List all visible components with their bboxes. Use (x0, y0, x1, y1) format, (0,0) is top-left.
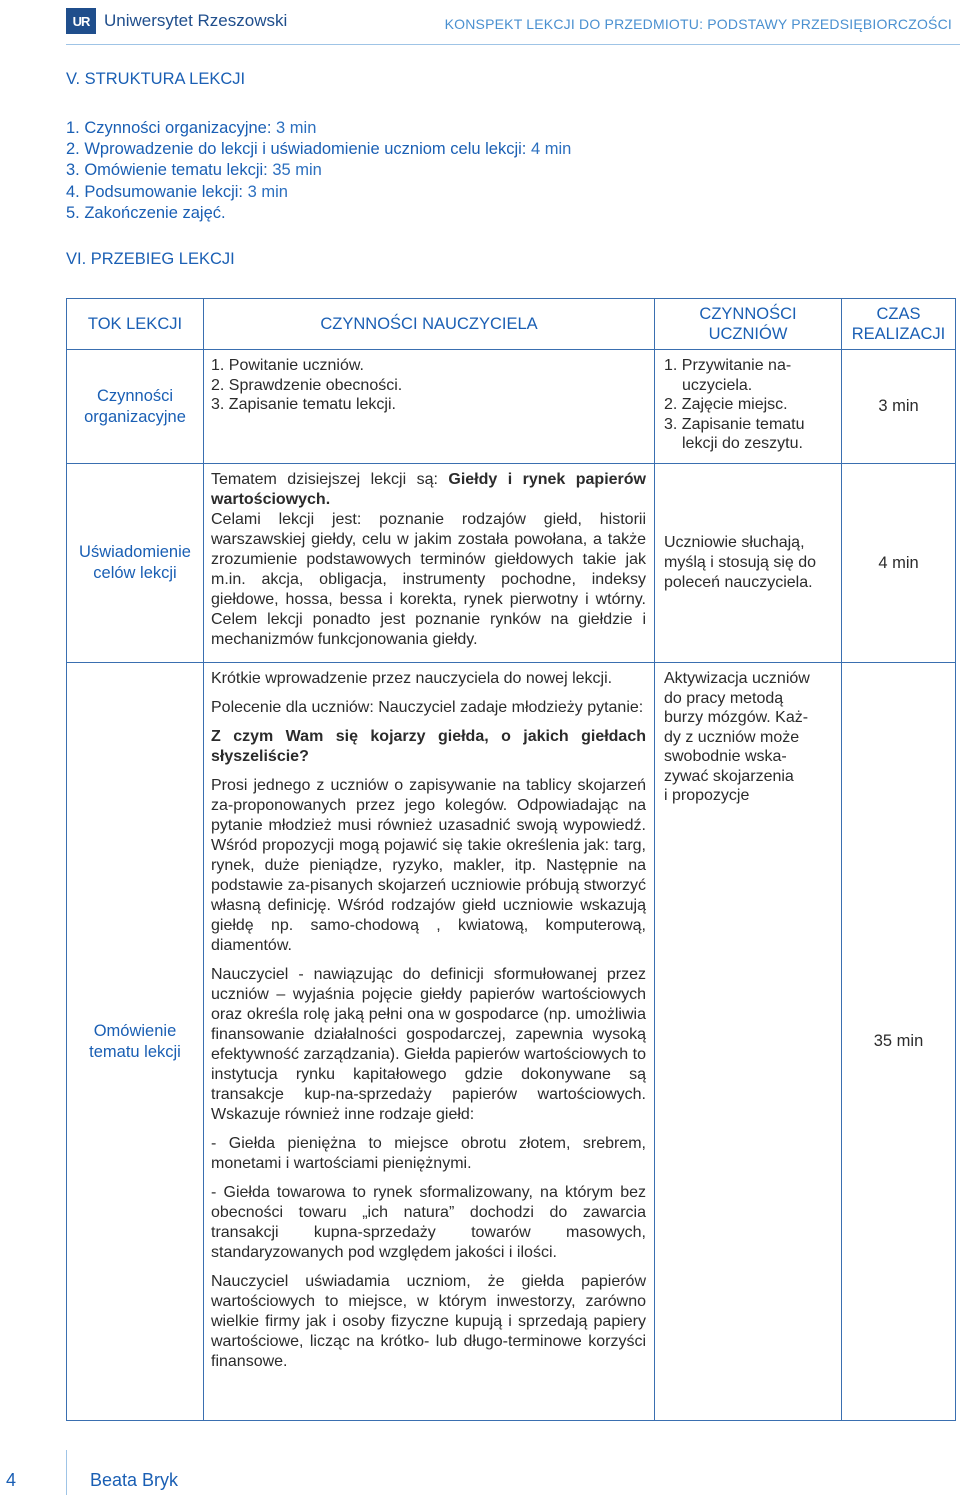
lesson-topic: Giełdy i rynek papierów wartościowych. (211, 471, 646, 508)
teacher-cell: Tematem dzisiejszej lekcji są: Giełdy i rynek papierów wartościowych. Celami lekcji jest: poznanie rodzajów giełd, historii warszawskiej giełdy, celu w jakim została powołana, a także zrozumienie podstawowych terminów giełdowych takie jak m.in. akcja, obligacja, instrumenty pochodne, indeksy giełdowe, hossa, bessa i korekta, rynek pierwotny i wtórny. Celem lekcji ponadto jest poznanie rynków na giełdzie i mechanizmów funkcjonowania giełdy. (204, 464, 655, 663)
time-cell: 4 min (842, 464, 956, 663)
table-row (67, 464, 956, 663)
structure-heading: V. STRUKTURA LEKCJI (66, 70, 246, 88)
page-number: 4 (6, 1470, 17, 1490)
structure-item: 2. Wprowadzenie do lekcji i uświadomienie uczniom celu lekcji: 4 min (66, 140, 572, 159)
structure-list (66, 118, 571, 224)
structure-item: 5. Zakończenie zajęć. (66, 203, 226, 222)
header-student-activities: CZYNNOŚCI UCZNIÓW (655, 299, 842, 350)
university-logo (66, 8, 287, 34)
phase-cell: Uświadomienie celów lekcji (67, 464, 204, 663)
student-cell: Aktywizacja uczniów do pracy metodą burzy mózgów. Każ- dy z uczniów może swobodnie wska- zywać skojarzenia i propozycje (655, 663, 842, 1421)
phase-cell: Czynności organizacyjne (67, 350, 204, 464)
page-header (0, 0, 960, 46)
header-teacher-activities: CZYNNOŚCI NAUCZYCIELA (204, 299, 655, 350)
logo-mark: UR (66, 8, 96, 34)
question-text: Z czym Wam się kojarzy giełda, o jakich giełdach słyszeliście? (211, 728, 646, 765)
student-cell: Uczniowie słuchają, myślą i stosują się do poleceń nauczyciela. (655, 464, 842, 663)
header-lesson-flow: TOK LEKCJI (67, 299, 204, 350)
teacher-cell: Krótkie wprowadzenie przez nauczyciela do nowej lekcji. Polecenie dla uczniów: Nauczyciel zadaje młodzieży pytanie: Z czym Wam się kojarzy giełda, o jakich giełdach słyszeliście? Prosi jednego z uczniów o zapisywanie na tablicy skojarzeń za-proponowanych przez jego kolegów. Odpowiadając na pytanie młodzież musi również uzasadnić swoją wypowiedź. Wśród propozycji mogą pojawić się takie określenia jak: targ, rynek, duże pieniądze, ryzyko, makler, itp. Następnie na podstawie za-pisanych skojarzeń uczniowie próbują stworzyć własną definicję. Wśród rodzajów giełd uczniowie wskazują giełdę np. samo-chodową , kwiatową, komputerową, diamentów. Nauczyciel - nawiązując do definicji sformułowanej przez uczniów – wyjaśnia pojęcie giełdy papierów wartościowych oraz określa rolę jaką pełni ona w gospodarce (np. umożliwia finansowanie działalności gospodarczej, zapewnia wysoką efektywność zarządzania). Giełda papierów wartościowych to instytucja rynku kapitałowego gdzie dokonywane są transakcje kup-na-sprzedaży papierów wartościowych. Wskazuje również inne rodzaje giełd: - Giełda pieniężna to miejsce obrotu złotem, srebrem, monetami i wartościami pieniężnymi. - Giełda towarowa to rynek sformalizowany, na którym bez obecności towaru „ich natura” dochodzi do zawarcia transakcji kupna-sprzedaży towarów masowych, standaryzowanych pod względem jakości i ilości. Nauczyciel uświadamia uczniom, że giełda papierów wartościowych to miejsce, w którym inwestorzy, zarówno wielkie firmy jak i osoby fizyczne kupują i sprzedają papiery wartościowe, licząc na krótko- lub długo-terminowe korzyści finansowe. (204, 663, 655, 1421)
table-row (67, 350, 956, 464)
author-name: Beata Bryk (90, 1470, 179, 1490)
footer-divider (66, 1450, 67, 1495)
time-cell: 35 min (842, 663, 956, 1421)
university-name: Uniwersytet Rzeszowski (104, 11, 288, 30)
teacher-cell: 1. Powitanie uczniów. 2. Sprawdzenie obecności. 3. Zapisanie tematu lekcji. (204, 350, 655, 464)
student-cell: 1. Przywitanie na- uczyciela. 2. Zajęcie miejsc. 3. Zapisanie tematu lekcji do zeszytu. (655, 350, 842, 464)
structure-item: 4. Podsumowanie lekcji: 3 min (66, 182, 288, 201)
table-header-row (67, 299, 956, 350)
phase-cell: Omówienie tematu lekcji (67, 663, 204, 1421)
header-divider (66, 44, 960, 45)
lesson-table (66, 298, 956, 1421)
document-title: KONSPEKT LEKCJI DO PRZEDMIOTU: PODSTAWY PRZEDSIĘBIORCZOŚCI (444, 16, 952, 32)
structure-item: 3. Omówienie tematu lekcji: 35 min (66, 161, 322, 180)
course-heading: VI. PRZEBIEG LEKCJI (66, 250, 235, 268)
structure-item: 1. Czynności organizacyjne: 3 min (66, 119, 317, 137)
table-row (67, 663, 956, 1421)
header-time: CZAS REALIZACJI (842, 299, 956, 350)
time-cell: 3 min (842, 350, 956, 464)
